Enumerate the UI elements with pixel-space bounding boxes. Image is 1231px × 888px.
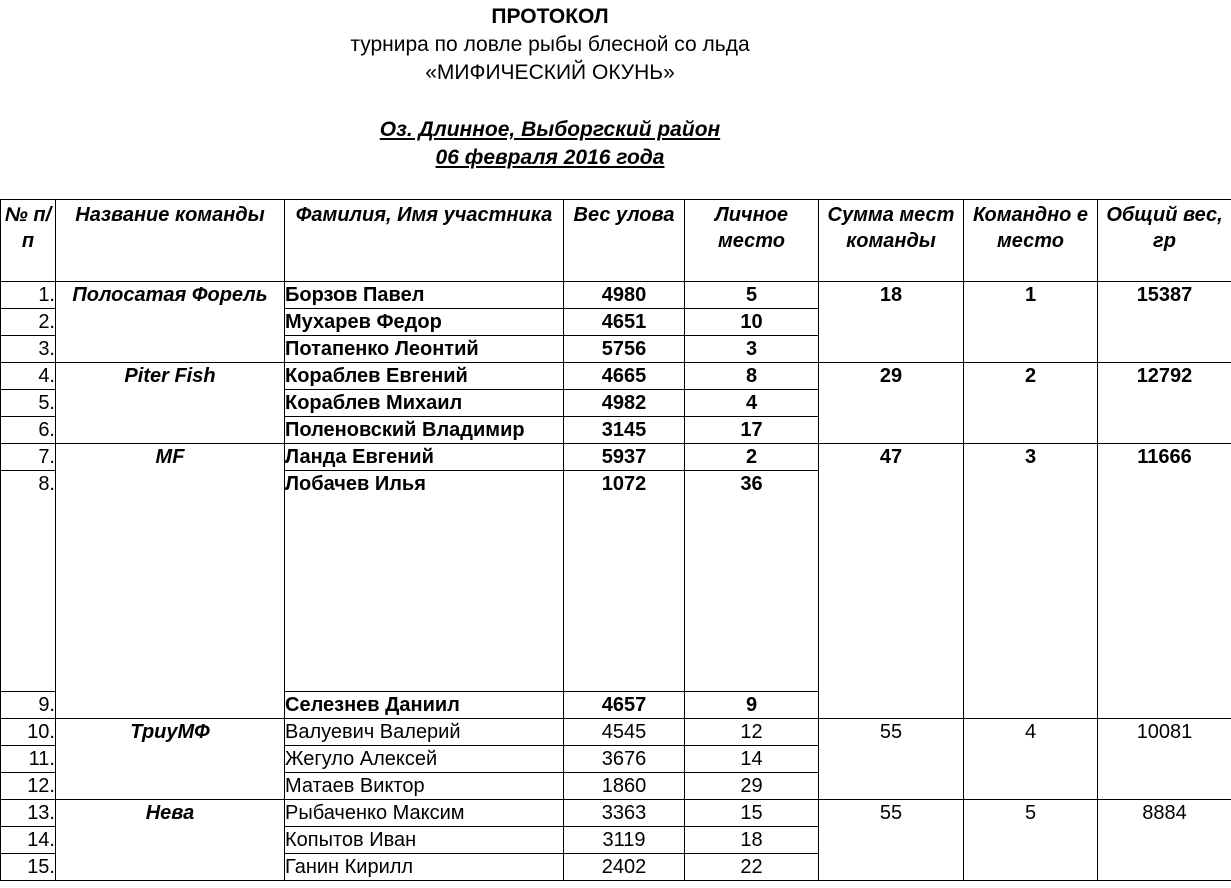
team-total-weight: 12792 bbox=[1098, 363, 1231, 444]
catch-weight: 3363 bbox=[564, 800, 685, 827]
col-num: № п/п bbox=[1, 200, 56, 282]
personal-place: 15 bbox=[685, 800, 819, 827]
catch-weight: 4980 bbox=[564, 282, 685, 309]
participant-name: Лобачев Илья bbox=[285, 471, 564, 692]
col-team: Название команды bbox=[56, 200, 285, 282]
team-total-weight: 8884 bbox=[1098, 800, 1231, 881]
catch-weight: 4545 bbox=[564, 719, 685, 746]
catch-weight: 1860 bbox=[564, 773, 685, 800]
participant-name: Кораблев Евгений bbox=[285, 363, 564, 390]
catch-weight: 2402 bbox=[564, 854, 685, 881]
catch-weight: 1072 bbox=[564, 471, 685, 692]
team-name: ТриуМФ bbox=[56, 719, 285, 800]
participant-name: Мухарев Федор bbox=[285, 309, 564, 336]
table-row bbox=[1, 719, 1231, 746]
participant-name: Жегуло Алексей bbox=[285, 746, 564, 773]
team-name: MF bbox=[56, 444, 285, 719]
participant-name: Кораблев Михаил bbox=[285, 390, 564, 417]
table-row bbox=[1, 363, 1231, 390]
participant-name: Копытов Иван bbox=[285, 827, 564, 854]
team-sum: 55 bbox=[819, 800, 964, 881]
participant-name: Рыбаченко Максим bbox=[285, 800, 564, 827]
participant-name: Ганин Кирилл bbox=[285, 854, 564, 881]
team-place: 3 bbox=[964, 444, 1098, 719]
table-row bbox=[1, 800, 1231, 827]
personal-place: 17 bbox=[685, 417, 819, 444]
team-sum: 29 bbox=[819, 363, 964, 444]
team-total-weight: 11666 bbox=[1098, 444, 1231, 719]
team-place: 2 bbox=[964, 363, 1098, 444]
row-number: 13. bbox=[1, 800, 56, 827]
participant-name: Валуевич Валерий bbox=[285, 719, 564, 746]
row-number: 15. bbox=[1, 854, 56, 881]
personal-place: 2 bbox=[685, 444, 819, 471]
col-team-place: Командно е место bbox=[964, 200, 1098, 282]
row-number: 9. bbox=[1, 692, 56, 719]
personal-place: 5 bbox=[685, 282, 819, 309]
catch-weight: 4665 bbox=[564, 363, 685, 390]
team-sum: 18 bbox=[819, 282, 964, 363]
row-number: 11. bbox=[1, 746, 56, 773]
col-sum: Сумма мест команды bbox=[819, 200, 964, 282]
participant-name: Селезнев Даниил bbox=[285, 692, 564, 719]
table-row bbox=[1, 282, 1231, 309]
row-number: 7. bbox=[1, 444, 56, 471]
catch-weight: 4982 bbox=[564, 390, 685, 417]
protocol-title: ПРОТОКОЛ bbox=[491, 5, 609, 28]
team-sum: 55 bbox=[819, 719, 964, 800]
catch-weight: 5756 bbox=[564, 336, 685, 363]
personal-place: 10 bbox=[685, 309, 819, 336]
col-weight: Вес улова bbox=[564, 200, 685, 282]
catch-weight: 3119 bbox=[564, 827, 685, 854]
row-number: 4. bbox=[1, 363, 56, 390]
catch-weight: 4651 bbox=[564, 309, 685, 336]
row-number: 6. bbox=[1, 417, 56, 444]
tournament-name: «МИФИЧЕСКИЙ ОКУНЬ» bbox=[425, 61, 675, 84]
personal-place: 8 bbox=[685, 363, 819, 390]
header-row bbox=[1, 200, 1231, 282]
row-number: 1. bbox=[1, 282, 56, 309]
participant-name: Борзов Павел bbox=[285, 282, 564, 309]
personal-place: 9 bbox=[685, 692, 819, 719]
team-place: 5 bbox=[964, 800, 1098, 881]
row-number: 12. bbox=[1, 773, 56, 800]
row-number: 8. bbox=[1, 471, 56, 692]
team-name: Piter Fish bbox=[56, 363, 285, 444]
team-place: 1 bbox=[964, 282, 1098, 363]
personal-place: 14 bbox=[685, 746, 819, 773]
personal-place: 22 bbox=[685, 854, 819, 881]
table-row bbox=[1, 444, 1231, 471]
team-sum: 47 bbox=[819, 444, 964, 719]
col-participant: Фамилия, Имя участника bbox=[285, 200, 564, 282]
catch-weight: 3676 bbox=[564, 746, 685, 773]
catch-weight: 3145 bbox=[564, 417, 685, 444]
row-number: 2. bbox=[1, 309, 56, 336]
row-number: 10. bbox=[1, 719, 56, 746]
row-number: 5. bbox=[1, 390, 56, 417]
participant-name: Поленовский Владимир bbox=[285, 417, 564, 444]
location: Оз. Длинное, Выборгский район bbox=[379, 118, 721, 141]
personal-place: 36 bbox=[685, 471, 819, 692]
team-place: 4 bbox=[964, 719, 1098, 800]
event-date: 06 февраля 2016 года bbox=[435, 146, 665, 169]
team-total-weight: 10081 bbox=[1098, 719, 1231, 800]
col-place: Личное место bbox=[685, 200, 819, 282]
personal-place: 29 bbox=[685, 773, 819, 800]
personal-place: 12 bbox=[685, 719, 819, 746]
results-table bbox=[0, 199, 1231, 881]
col-total: Общий вес, гр bbox=[1098, 200, 1231, 282]
team-name: Нева bbox=[56, 800, 285, 881]
personal-place: 4 bbox=[685, 390, 819, 417]
row-number: 3. bbox=[1, 336, 56, 363]
protocol-subtitle: турнира по ловле рыбы блесной со льда bbox=[350, 33, 750, 56]
row-number: 14. bbox=[1, 827, 56, 854]
participant-name: Потапенко Леонтий bbox=[285, 336, 564, 363]
participant-name: Ланда Евгений bbox=[285, 444, 564, 471]
personal-place: 18 bbox=[685, 827, 819, 854]
catch-weight: 5937 bbox=[564, 444, 685, 471]
catch-weight: 4657 bbox=[564, 692, 685, 719]
team-total-weight: 15387 bbox=[1098, 282, 1231, 363]
team-name: Полосатая Форель bbox=[56, 282, 285, 363]
personal-place: 3 bbox=[685, 336, 819, 363]
participant-name: Матаев Виктор bbox=[285, 773, 564, 800]
